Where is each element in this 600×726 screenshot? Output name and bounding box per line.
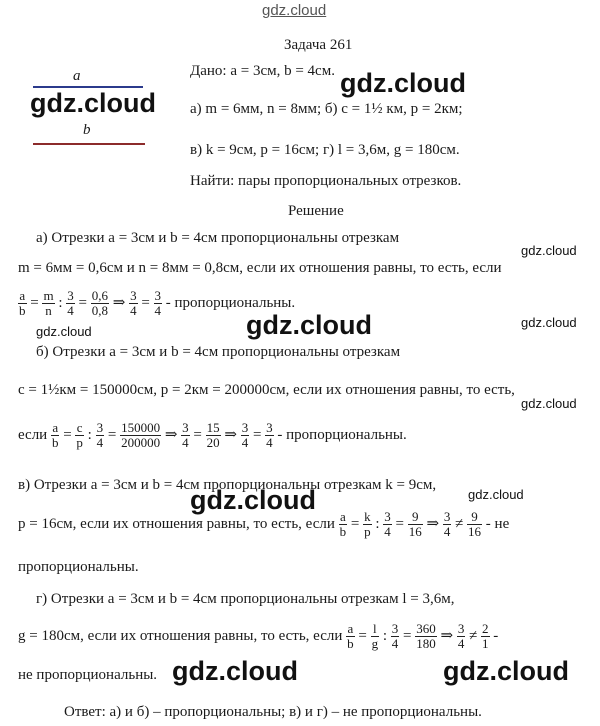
part-a-proportion: $\frac{a}{b}$ = $\frac{m}{n}$ : $\frac{3}{4}$ = $\frac{0,6}{0,8}$ ⇒ $\frac{3}{4}$ = $\frac{3}{4}$ - пропорциональны. [19, 288, 296, 318]
watermark-small-4: gdz.cloud [521, 396, 577, 411]
solution-heading: Решение [288, 203, 344, 219]
part-v-tail: - не [485, 515, 510, 532]
part-v-line-2: p = 16см, если их отношения равны, то есть, если [18, 515, 335, 532]
segment-a-label: a [73, 68, 81, 84]
watermark-top[interactable]: gdz.cloud [262, 2, 327, 19]
part-b-result: - пропорциональны. [277, 426, 407, 443]
part-v-line-1: в) Отрезки a = 3см и b = 4см пропорциональны отрезкам k = 9см, [18, 477, 437, 493]
part-g-line-1: г) Отрезки a = 3см и b = 4см пропорциональны отрезкам l = 3,6м, [36, 591, 455, 607]
part-a-result: - пропорциональны. [165, 294, 296, 311]
watermark-small-5: gdz.cloud [468, 487, 524, 502]
watermark-bottom-left: gdz.cloud [172, 656, 298, 686]
watermark-small-1: gdz.cloud [521, 243, 577, 258]
part-g-tail: - [493, 627, 499, 644]
given-line-1: Дано: a = 3см, b = 4см. [190, 63, 335, 79]
segment-b-label: b [83, 122, 91, 138]
watermark-given: gdz.cloud [340, 68, 466, 98]
part-g-proportion: g = 180см, если их отношения равны, то есть, если $\frac{a}{b}$ = $\frac{l}{g}$ : $\frac{3}{4}$ = $\frac{360}{180}$ ⇒ $\frac{3}{4}$ ≠ $\frac{2}{1}$ - [18, 621, 499, 651]
task-title: Задача 261 [284, 37, 353, 53]
watermark-part-v: gdz.cloud [190, 485, 316, 515]
part-b-if: если [18, 426, 48, 443]
part-g-line-2: g = 180см, если их отношения равны, то есть, если [18, 627, 343, 644]
part-a-line-2: m = 6мм = 0,6см и n = 8мм = 0,8см, если их отношения равны, то есть, если [18, 260, 502, 276]
find-line: Найти: пары пропорциональных отрезков. [190, 173, 462, 189]
part-b-line-2: c = 1½км = 150000см, p = 2км = 200000см, если их отношения равны, то есть, [18, 382, 515, 398]
watermark-part-a: gdz.cloud [246, 310, 372, 340]
part-v-proportion: p = 16см, если их отношения равны, то есть, если $\frac{a}{b}$ = $\frac{k}{p}$ : $\frac{3}{4}$ = $\frac{9}{16}$ ⇒ $\frac{3}{4}$ ≠ $\frac{9}{16}$ - не [18, 509, 510, 539]
segment-b-line [33, 143, 145, 145]
watermark-small-3: gdz.cloud [521, 315, 577, 330]
given-line-3: в) k = 9см, p = 16см; г) l = 3,6м, g = 180см. [190, 142, 460, 158]
answer-line: Ответ: а) и б) – пропорциональны; в) и г) – не пропорциональны. [64, 704, 482, 720]
part-v-line-3: пропорциональны. [18, 559, 139, 575]
part-b-line-1: б) Отрезки a = 3см и b = 4см пропорциональны отрезкам [36, 344, 401, 360]
part-b-proportion: если $\frac{a}{b}$ = $\frac{c}{p}$ : $\frac{3}{4}$ = $\frac{150000}{200000}$ ⇒ $\frac{3}{4}$ = $\frac{15}{20}$ ⇒ $\frac{3}{4}$ = $\frac{3}{4}$ - пропорциональны. [18, 420, 407, 450]
watermark-small-2: gdz.cloud [36, 324, 92, 339]
watermark-figure: gdz.cloud [30, 88, 156, 118]
watermark-bottom-right: gdz.cloud [443, 656, 569, 686]
part-g-line-3: не пропорциональны. [18, 667, 158, 683]
part-a-line-1: а) Отрезки a = 3см и b = 4см пропорциональны отрезкам [36, 230, 400, 246]
given-line-2: а) m = 6мм, n = 8мм; б) c = 1½ км, p = 2км; [190, 101, 463, 117]
